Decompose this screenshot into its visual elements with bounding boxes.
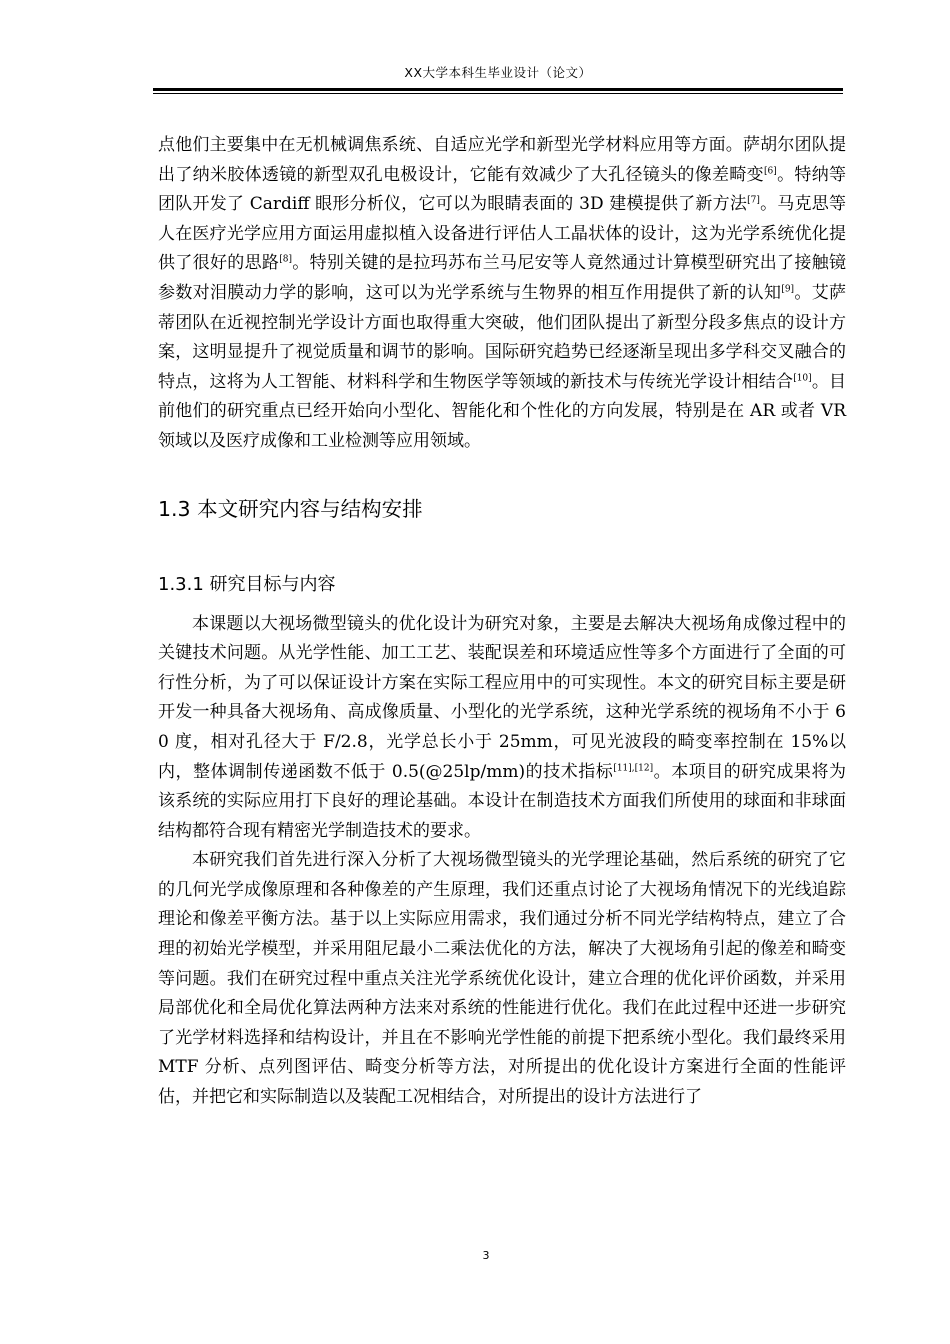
page-body <box>158 131 846 1113</box>
text-run: 。马克思等人在医疗光学应用方面运用虚拟植入设备进行评估人工晶状体的设计，这为光学系统优化提供了很好的思路 <box>158 194 846 274</box>
text-run: 。目前他们的研究重点已经开始向小型化、智能化和个性化的方向发展，特别是在 AR 或者 VR 领域以及医疗成像和工业检测等应用领域。 <box>158 371 847 451</box>
paragraph-literature-review <box>158 131 846 457</box>
text-run: 。艾萨蒂团队在近视控制光学设计方面也取得重大突破，他们团队提出了新型分段多焦点的设计方案，这明显提升了视觉质量和调节的影响。国际研究趋势已经逐渐呈现出多学科交叉融合的特点，这将为人工智能、材料科学和生物医学等领域的新技术与传统光学设计相结合 <box>158 282 847 392</box>
text-run: 。特别关键的是拉玛苏布兰马尼安等人竟然通过计算模型研究出了接触镜参数对泪膜动力学的影响，这可以为光学系统与生物界的相互作用提供了新的认知 <box>158 253 847 303</box>
section-heading-1-3: 1.3 本文研究内容与结构安排 <box>158 496 423 521</box>
citation-reference: [7] <box>747 195 760 206</box>
text-run: 本课题以大视场微型镜头的优化设计为研究对象，主要是去解决大视场角成像过程中的关键技术问题。从光学性能、加工工艺、装配误差和环境适应性等多个方面进行了全面的可行性分析，为了可以保证设计方案在实际工程应用中的可实现性。本文的研究目标主要是研开发一种具备大视场角、高成像质量、小型化的光学系统，这种光学系统的视场角不小于 60 度，相对孔径大于 F/2.8，光学总长小于 25mm，可见光波段的畸变率控制在 15%以内，整体调制传递函数不低于 0.5(@25lp/mm)的技术指标 <box>158 613 846 782</box>
header-rule-thick <box>153 88 843 91</box>
text-run: 。特纳等团队开发了 Cardiff 眼形分析仪，它可以为眼睛表面的 3D 建模提供了新方法 <box>158 164 847 215</box>
citation-reference: [8] <box>279 254 292 265</box>
text-run: 本研究我们首先进行深入分析了大视场微型镜头的光学理论基础，然后系统的研究了它的几何光学成像原理和各种像差的产生原理，我们还重点讨论了大视场角情况下的光线追踪理论和像差平衡方法。基于以上实际应用需求，我们通过分析不同光学结构特点，建立了合理的初始光学模型，并采用阻尼最小二乘法优化的方法，解决了大视场角引起的像差和畸变等问题。我们在研究过程中重点关注光学系统优化设计，建立合理的优化评价函数，并采用局部优化和全局优化算法两种方法来对系统的性能进行优化。我们在此过程中还进一步研究了光学材料选择和结构设计，并且在不影响光学性能的前提下把系统小型化。我们最终采用 MTF 分析、点列图评估、畸变分析等方法，对所提出的优化设计方案进行全面的性能评估，并把它和实际制造以及装配工况相结合，对所提出的设计方法进行了 <box>158 850 846 1108</box>
citation-reference: [10] <box>793 373 812 384</box>
running-header: XX大学本科生毕业设计（论文） <box>404 65 592 80</box>
subsection-heading-1-3-1: 1.3.1 研究目标与内容 <box>158 573 336 595</box>
paragraph-research-objectives <box>158 610 846 847</box>
citation-reference: [9] <box>781 284 795 295</box>
text-run: 点他们主要集中在无机械调焦系统、自适应光学和新型光学材料应用等方面。萨胡尔团队提出了纳米胶体透镜的新型双孔电极设计，它能有效减少了大孔径镜头的像差畸变 <box>158 135 846 185</box>
citation-reference: [11],[12] <box>613 762 654 773</box>
paragraph-research-methods <box>158 846 846 1112</box>
text-run: 。本项目的研究成果将为该系统的实际应用打下良好的理论基础。本设计在制造技术方面我们所使用的球面和非球面结构都符合现有精密光学制造技术的要求。 <box>158 761 847 841</box>
header-rule-thin <box>153 93 843 94</box>
page-number: 3 <box>482 1249 490 1262</box>
citation-reference: [6] <box>764 165 777 176</box>
